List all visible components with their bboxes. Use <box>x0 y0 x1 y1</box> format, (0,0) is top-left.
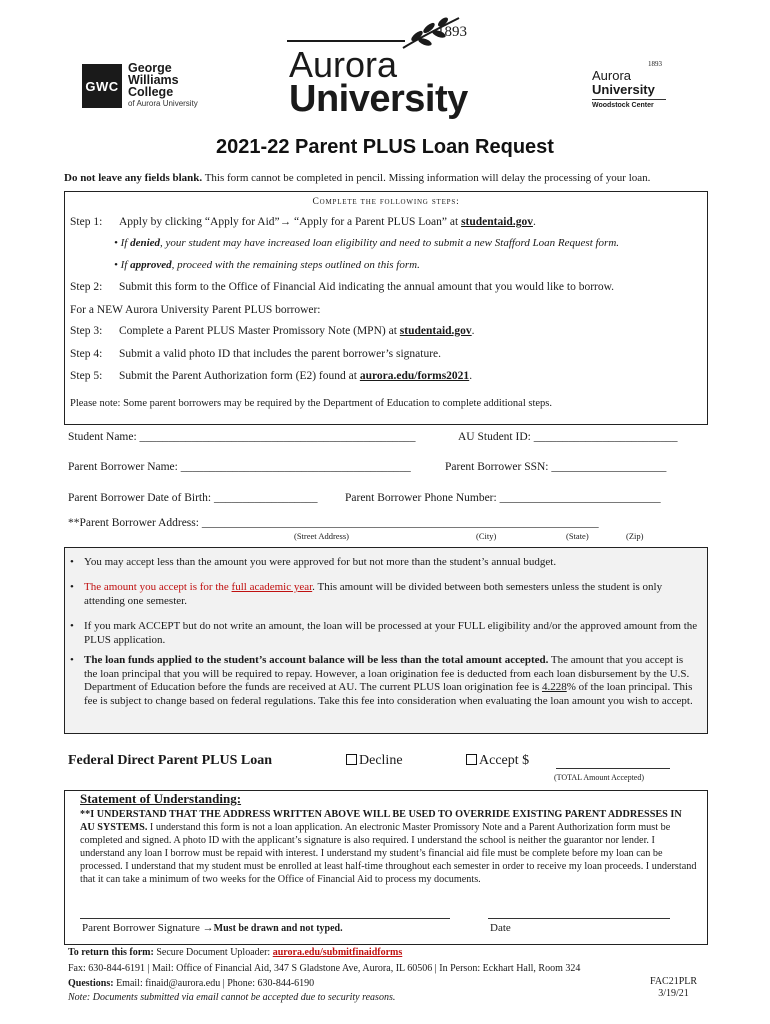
statement-title: Statement of Understanding: <box>80 791 242 806</box>
info-item-2: • The amount you accept is for the full academic year. This amount will be divided between both semesters unless the student is only attending one semester. <box>70 581 663 607</box>
step-3-text: Complete a Parent PLUS Master Promissory Note (MPN) at studentaid.gov. <box>119 325 475 337</box>
step-5-label: Step 5: <box>70 370 103 382</box>
student-name-field[interactable]: Student Name: ________________________________________________ <box>68 431 416 443</box>
university-word: University <box>289 78 468 120</box>
woodstock-center-label: Woodstock Center <box>592 102 654 109</box>
intro-text: Do not leave any fields blank. This form cannot be completed in pencil. Missing information will delay the processing of your loan. <box>64 172 651 184</box>
form-code-date: 3/19/21 <box>658 988 689 999</box>
uploader-link[interactable]: aurora.edu/submitfinaidforms <box>272 947 403 958</box>
step-2-text: Submit this form to the Office of Financial Aid indicating the annual amount that you would like to borrow. <box>119 281 615 293</box>
step-1-label: Step 1: <box>70 216 103 228</box>
form-code <box>650 976 697 1000</box>
page-title: 2021-22 Parent PLUS Loan Request <box>216 136 554 158</box>
steps-heading: Complete the following steps: <box>312 197 460 207</box>
step-5-text: Submit the Parent Authorization form (E2) found at aurora.edu/forms2021. <box>119 370 473 382</box>
city-caption: (City) <box>476 531 497 541</box>
step-2-label: Step 2: <box>70 281 103 293</box>
total-amount-caption: (TOTAL Amount Accepted) <box>554 773 645 782</box>
studentaid-mpn-link[interactable]: studentaid.gov <box>399 325 472 337</box>
form-code-id: FAC21PLR <box>650 976 698 987</box>
gwc-line4: of Aurora University <box>128 99 198 108</box>
woodstock-year: 1893 <box>648 60 662 68</box>
aurora-word: Aurora <box>289 44 398 85</box>
parent-borrower-name-field[interactable]: Parent Borrower Name: ________________________________________ <box>68 461 411 473</box>
parent-borrower-ssn-field[interactable]: Parent Borrower SSN: ____________________ <box>445 461 667 473</box>
accept-option[interactable]: Accept $ <box>466 753 529 769</box>
au-student-id-field[interactable]: AU Student ID: _________________________ <box>458 431 678 443</box>
return-instructions: To return this form: Secure Document Uploader: aurora.edu/submitfinaidforms <box>68 947 403 958</box>
studentaid-link[interactable]: studentaid.gov <box>461 216 533 228</box>
woodstock-aurora-word: Aurora <box>592 68 632 83</box>
step-4-text: Submit a valid photo ID that includes the parent borrower’s signature. <box>119 348 442 360</box>
bullet-denied: • If denied, your student may have increased loan eligibility and need to submit a new Stafford Loan Request form. <box>114 237 620 249</box>
date-label: Date <box>490 922 511 934</box>
parent-phone-field[interactable]: Parent Borrower Phone Number: ____________________________ <box>345 492 661 504</box>
questions-line: Questions: Email: finaid@aurora.edu | Phone: 630-844-6190 <box>68 978 315 989</box>
additional-steps-note: Please note: Some parent borrowers may be required by the Department of Education to complete additional steps. <box>70 398 552 409</box>
step-4-label: Step 4: <box>70 348 103 360</box>
new-borrower-heading: For a NEW Aurora University Parent PLUS borrower: <box>70 304 321 316</box>
bullet-approved: • If approved, proceed with the remaining steps outlined on this form. <box>114 259 420 271</box>
street-address-caption: (Street Address) <box>294 531 350 541</box>
gwc-line3: College <box>128 85 174 99</box>
gwc-line1: George <box>128 61 172 75</box>
step-1-text: Apply by clicking “Apply for Aid”→ “Apply for a Parent PLUS Loan” at studentaid.gov. <box>119 216 536 228</box>
signature-label: Parent Borrower Signature →Must be drawn and not typed. <box>82 922 343 934</box>
info-item-4: • The loan funds applied to the student’s account balance will be less than the total amount accepted. The amount that you accept is the loan principal that you will be required to repay. However, a loan origination fee is deducted from each loan disbursement by the U.S. Department of Education before the funds are received at AU. The current PLUS loan origination fee is 4.228% of the loan principal. This fee is subject to change based on federal regulations. Take this fee into consideration when evaluating the loan amount you wish to accept. <box>70 654 693 707</box>
gwc-line2: Williams <box>128 73 179 87</box>
woodstock-university-word: University <box>592 82 655 97</box>
parent-address-field[interactable]: **Parent Borrower Address: _____________________________________________________________________ <box>68 517 599 529</box>
loan-type-label: Federal Direct Parent PLUS Loan <box>68 753 273 768</box>
accept-amount-input[interactable] <box>556 768 670 769</box>
woodstock-center-logo <box>590 60 670 120</box>
gwc-badge: GWC <box>82 64 122 108</box>
gwc-logo <box>82 62 212 110</box>
decline-checkbox[interactable] <box>346 754 357 765</box>
statement-text: **I UNDERSTAND THAT THE ADDRESS WRITTEN ABOVE WILL BE USED TO OVERRIDE EXISTING PARENT ADDRESSES IN AU SYSTEMS. I understand this form is not a loan application. An electronic Master Promissory Note and a Parent Authorization form must be completed and signed. A photo ID with the applicant’s signature is also required. I understand the school is neither the guarantor nor lender. I understand any loan I borrow must be repaid with interest. I understand my student’s financial aid file must be complete before my loan can be processed. I understand that my student must be enrolled at least half-time throughout each semester in order to receive my loan proceeds. I understand that it can take a minimum of two weeks for the Office of Financial Aid to process my documents. <box>80 809 697 885</box>
zip-caption: (Zip) <box>626 531 644 541</box>
aurora-university-logo <box>287 14 487 126</box>
contact-line: Fax: 630-844-6191 | Mail: Office of Financial Aid, 347 S Gladstone Ave, Aurora, IL 60506 | In Person: Eckhart Hall, Room 324 <box>68 963 581 974</box>
state-caption: (State) <box>566 531 589 541</box>
info-item-1: • You may accept less than the amount you were approved for but not more than the student’s annual budget. <box>70 556 557 568</box>
decline-option[interactable]: Decline <box>346 753 403 769</box>
forms2021-link[interactable]: aurora.edu/forms2021 <box>359 370 470 382</box>
info-item-3: • If you mark ACCEPT but do not write an amount, the loan will be processed at your FULL eligibility and/or the approved amount from the PLUS application. <box>70 620 698 646</box>
step-3-label: Step 3: <box>70 325 103 337</box>
date-line[interactable] <box>488 918 670 919</box>
aurora-year: 1893 <box>437 24 467 40</box>
parent-dob-field[interactable]: Parent Borrower Date of Birth: __________________ <box>68 492 318 504</box>
accept-checkbox[interactable] <box>466 754 477 765</box>
email-note: Note: Documents submitted via email cannot be accepted due to security reasons. <box>68 992 396 1003</box>
signature-line[interactable] <box>80 918 450 919</box>
